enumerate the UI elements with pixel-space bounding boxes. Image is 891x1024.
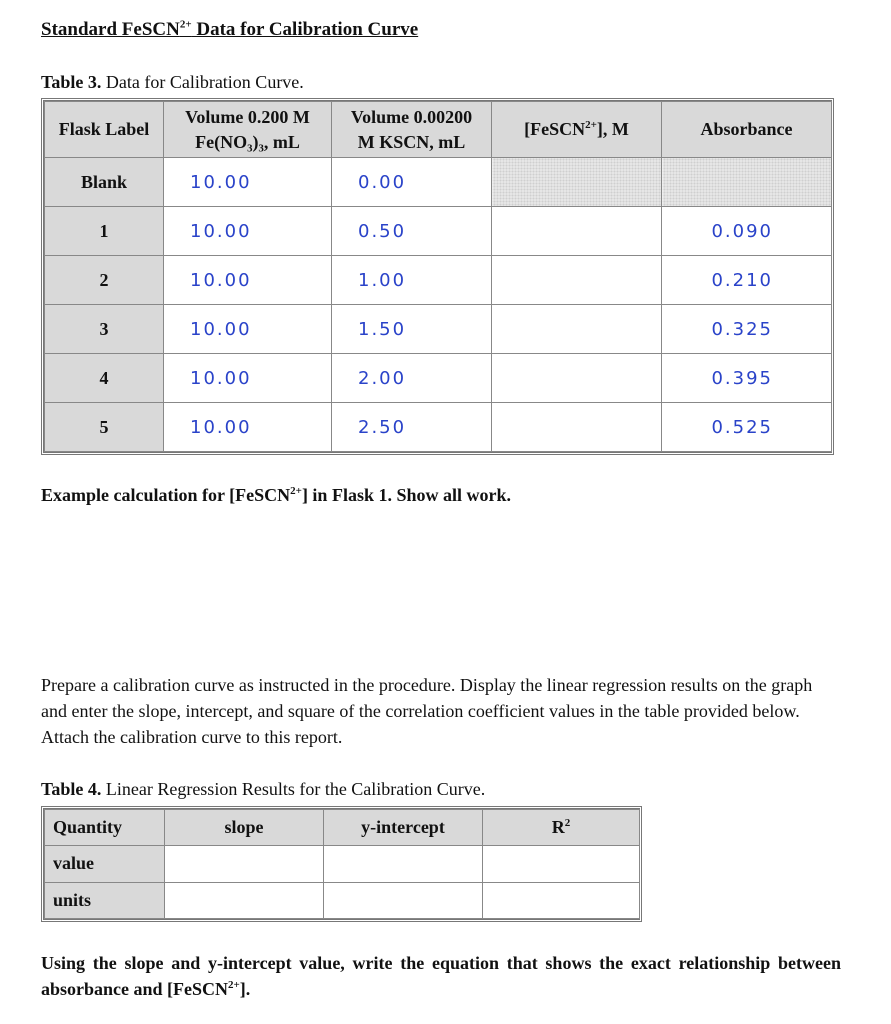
table3-caption: Table 3. Data for Calibration Curve. xyxy=(41,72,304,92)
fe-volume-value: 10.00 xyxy=(164,207,332,256)
slope-units-cell[interactable] xyxy=(165,882,324,918)
header-r-squared: $R^2$ xyxy=(483,810,640,846)
flask-label: 3 xyxy=(45,305,164,354)
concentration-cell-shaded xyxy=(492,158,662,207)
row-label-units: units xyxy=(45,882,165,918)
absorbance-value: 0.395 xyxy=(662,354,832,403)
intercept-units-cell[interactable] xyxy=(324,882,483,918)
table4-caption: Table 4. Linear Regression Results for the Calibration Curve. xyxy=(41,779,486,799)
concentration-cell[interactable] xyxy=(492,207,662,256)
calibration-data-table xyxy=(41,98,834,455)
page-title: Standard FeSCN$^{2+}$ Data for Calibration Curve xyxy=(41,18,419,40)
table-row xyxy=(45,256,832,305)
slope-value-cell[interactable] xyxy=(165,846,324,882)
absorbance-cell-shaded xyxy=(662,158,832,207)
kscn-volume-value: 1.00 xyxy=(332,256,492,305)
table-row xyxy=(45,305,832,354)
example-calculation-prompt: Example calculation for [FeSCN$^{2+}$] in Flask 1. Show all work. xyxy=(41,485,511,505)
calibration-instructions: Prepare a calibration curve as instructed in the procedure. Display the linear regression results on the graph and enter the slope, intercept, and square of the correlation coefficient values in the table provided below. Attach the calibration curve to this report. xyxy=(41,675,813,747)
concentration-cell[interactable] xyxy=(492,305,662,354)
flask-label: Blank xyxy=(45,158,164,207)
header-kscn-volume: Volume 0.00200 M KSCN, mL xyxy=(332,102,492,158)
header-absorbance: Absorbance xyxy=(662,102,832,158)
header-flask-label: Flask Label xyxy=(45,102,164,158)
header-concentration: [FeSCN$^{2+}$], M xyxy=(492,102,662,158)
regression-results-table xyxy=(41,806,642,922)
fe-volume-value: 10.00 xyxy=(164,403,332,452)
table-row xyxy=(45,207,832,256)
r2-value-cell[interactable] xyxy=(483,846,640,882)
kscn-volume-value: 0.50 xyxy=(332,207,492,256)
header-y-intercept: y-intercept xyxy=(324,810,483,846)
fe-volume-value: 10.00 xyxy=(164,305,332,354)
flask-label: 4 xyxy=(45,354,164,403)
r2-units-cell[interactable] xyxy=(483,882,640,918)
flask-label: 2 xyxy=(45,256,164,305)
row-label-value: value xyxy=(45,846,165,882)
table-row xyxy=(45,403,832,452)
table-row xyxy=(45,846,640,882)
absorbance-value: 0.325 xyxy=(662,305,832,354)
kscn-volume-value: 2.50 xyxy=(332,403,492,452)
concentration-cell[interactable] xyxy=(492,256,662,305)
equation-prompt: Using the slope and y-intercept value, write the equation that shows the exact relationship between absorbance and [FeSCN$^{2+}$]. xyxy=(41,953,841,999)
flask-label: 5 xyxy=(45,403,164,452)
concentration-cell[interactable] xyxy=(492,403,662,452)
table-row xyxy=(45,882,640,918)
flask-label: 1 xyxy=(45,207,164,256)
kscn-volume-value: 1.50 xyxy=(332,305,492,354)
fe-volume-value: 10.00 xyxy=(164,158,332,207)
absorbance-value: 0.525 xyxy=(662,403,832,452)
table-row xyxy=(45,354,832,403)
concentration-cell[interactable] xyxy=(492,354,662,403)
kscn-volume-value: 0.00 xyxy=(332,158,492,207)
fe-volume-value: 10.00 xyxy=(164,256,332,305)
kscn-volume-value: 2.00 xyxy=(332,354,492,403)
absorbance-value: 0.210 xyxy=(662,256,832,305)
absorbance-value: 0.090 xyxy=(662,207,832,256)
fe-volume-value: 10.00 xyxy=(164,354,332,403)
table-row xyxy=(45,158,832,207)
header-fe-volume: Volume 0.200 M Fe(NO₃)₃, mL xyxy=(164,102,332,158)
header-quantity: Quantity xyxy=(45,810,165,846)
header-slope: slope xyxy=(165,810,324,846)
intercept-value-cell[interactable] xyxy=(324,846,483,882)
